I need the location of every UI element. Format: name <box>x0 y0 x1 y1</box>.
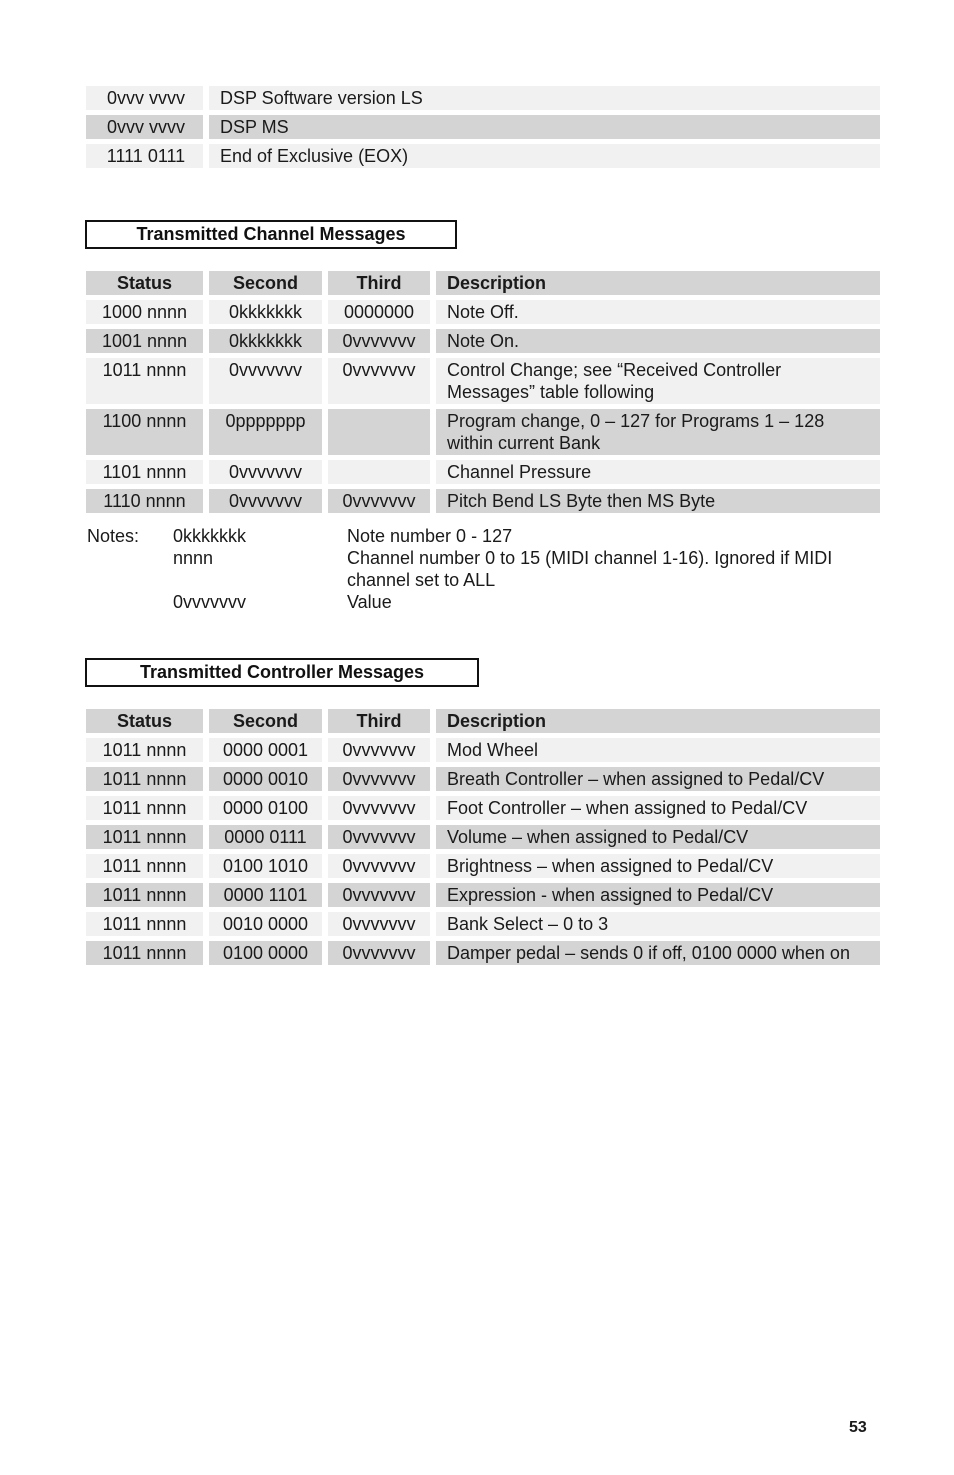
description-cell: Channel Pressure <box>436 460 880 484</box>
header-third: Third <box>328 709 430 733</box>
description-cell: Note Off. <box>436 300 880 324</box>
status-cell: 1100 nnnn <box>86 409 203 455</box>
table-row <box>86 329 880 353</box>
note-term: nnnn <box>173 548 214 568</box>
third-cell: 0vvvvvvv <box>328 941 430 965</box>
status-cell: 1011 nnnn <box>86 883 203 907</box>
note-item <box>87 591 887 613</box>
note-definition: Note number 0 - 127 <box>347 526 513 546</box>
table-row <box>86 115 880 139</box>
status-cell: 1011 nnnn <box>86 796 203 820</box>
table-row <box>86 883 880 907</box>
third-cell: 0vvvvvvv <box>328 738 430 762</box>
channel-messages-table <box>86 271 880 518</box>
table-row <box>86 912 880 936</box>
text-cell: DSP Software version LS <box>209 86 880 110</box>
second-cell: 0000 0100 <box>209 796 322 820</box>
table-header-row <box>86 709 880 733</box>
status-cell: 1101 nnnn <box>86 460 203 484</box>
status-cell: 1011 nnnn <box>86 941 203 965</box>
third-cell: 0vvvvvvv <box>328 854 430 878</box>
description-cell: Pitch Bend LS Byte then MS Byte <box>436 489 880 513</box>
notes-block <box>87 525 887 613</box>
table-row <box>86 825 880 849</box>
status-cell: 1001 nnnn <box>86 329 203 353</box>
channel-messages-title: Transmitted Channel Messages <box>85 220 457 249</box>
third-cell <box>328 409 430 455</box>
status-cell: 1000 nnnn <box>86 300 203 324</box>
description-cell: Foot Controller – when assigned to Pedal/CV <box>436 796 880 820</box>
second-cell: 0kkkkkkk <box>209 329 322 353</box>
second-cell: 0vvvvvvv <box>209 460 322 484</box>
header-status: Status <box>86 709 203 733</box>
header-status: Status <box>86 271 203 295</box>
table-row <box>86 738 880 762</box>
status-cell: 1011 nnnn <box>86 358 203 404</box>
code-cell: 1111 0111 <box>86 144 203 168</box>
sysex-tail-table <box>86 86 880 173</box>
second-cell: 0010 0000 <box>209 912 322 936</box>
description-cell: Brightness – when assigned to Pedal/CV <box>436 854 880 878</box>
third-cell: 0vvvvvvv <box>328 883 430 907</box>
second-cell: 0000 0010 <box>209 767 322 791</box>
header-description: Description <box>436 709 880 733</box>
table-row <box>86 941 880 965</box>
table-row <box>86 767 880 791</box>
third-cell: 0vvvvvvv <box>328 912 430 936</box>
table-row <box>86 854 880 878</box>
description-cell: Control Change; see “Received Controller Messages” table following <box>436 358 880 404</box>
page-number: 53 <box>849 1419 867 1436</box>
second-cell: 0vvvvvvv <box>209 489 322 513</box>
description-cell: Breath Controller – when assigned to Pedal/CV <box>436 767 880 791</box>
notes-label: Notes: <box>87 526 140 546</box>
third-cell: 0vvvvvvv <box>328 825 430 849</box>
description-cell: Mod Wheel <box>436 738 880 762</box>
second-cell: 0100 1010 <box>209 854 322 878</box>
text-cell: End of Exclusive (EOX) <box>209 144 880 168</box>
note-item <box>87 525 887 547</box>
status-cell: 1011 nnnn <box>86 912 203 936</box>
status-cell: 1011 nnnn <box>86 767 203 791</box>
note-definition: Value <box>347 592 392 612</box>
table-row <box>86 796 880 820</box>
status-cell: 1011 nnnn <box>86 854 203 878</box>
code-cell: 0vvv vvvv <box>86 115 203 139</box>
table-row <box>86 144 880 168</box>
description-cell: Bank Select – 0 to 3 <box>436 912 880 936</box>
table-row <box>86 86 880 110</box>
controller-messages-title: Transmitted Controller Messages <box>85 658 479 687</box>
second-cell: 0000 1101 <box>209 883 322 907</box>
table-row <box>86 460 880 484</box>
third-cell: 0000000 <box>328 300 430 324</box>
second-cell: 0000 0111 <box>209 825 322 849</box>
description-cell: Note On. <box>436 329 880 353</box>
table-header-row <box>86 271 880 295</box>
status-cell: 1011 nnnn <box>86 738 203 762</box>
header-second: Second <box>209 271 322 295</box>
status-cell: 1110 nnnn <box>86 489 203 513</box>
third-cell <box>328 460 430 484</box>
description-cell: Program change, 0 – 127 for Programs 1 – 128 within current Bank <box>436 409 880 455</box>
table-row <box>86 409 880 455</box>
second-cell: 0100 0000 <box>209 941 322 965</box>
description-cell: Expression - when assigned to Pedal/CV <box>436 883 880 907</box>
note-term: 0kkkkkkk <box>173 526 247 546</box>
third-cell: 0vvvvvvv <box>328 796 430 820</box>
third-cell: 0vvvvvvv <box>328 767 430 791</box>
second-cell: 0000 0001 <box>209 738 322 762</box>
note-item <box>87 547 887 591</box>
second-cell: 0kkkkkkk <box>209 300 322 324</box>
third-cell: 0vvvvvvv <box>328 329 430 353</box>
note-term: 0vvvvvvv <box>173 592 247 612</box>
description-cell: Damper pedal – sends 0 if off, 0100 0000 when on <box>436 941 880 965</box>
table-row <box>86 489 880 513</box>
second-cell: 0ppppppp <box>209 409 322 455</box>
third-cell: 0vvvvvvv <box>328 489 430 513</box>
third-cell: 0vvvvvvv <box>328 358 430 404</box>
header-third: Third <box>328 271 430 295</box>
header-description: Description <box>436 271 880 295</box>
table-row <box>86 358 880 404</box>
table-row <box>86 300 880 324</box>
controller-messages-table <box>86 709 880 970</box>
code-cell: 0vvv vvvv <box>86 86 203 110</box>
second-cell: 0vvvvvvv <box>209 358 322 404</box>
header-second: Second <box>209 709 322 733</box>
text-cell: DSP MS <box>209 115 880 139</box>
note-definition: Channel number 0 to 15 (MIDI channel 1-16). Ignored if MIDI channel set to ALL <box>347 548 833 590</box>
status-cell: 1011 nnnn <box>86 825 203 849</box>
description-cell: Volume – when assigned to Pedal/CV <box>436 825 880 849</box>
